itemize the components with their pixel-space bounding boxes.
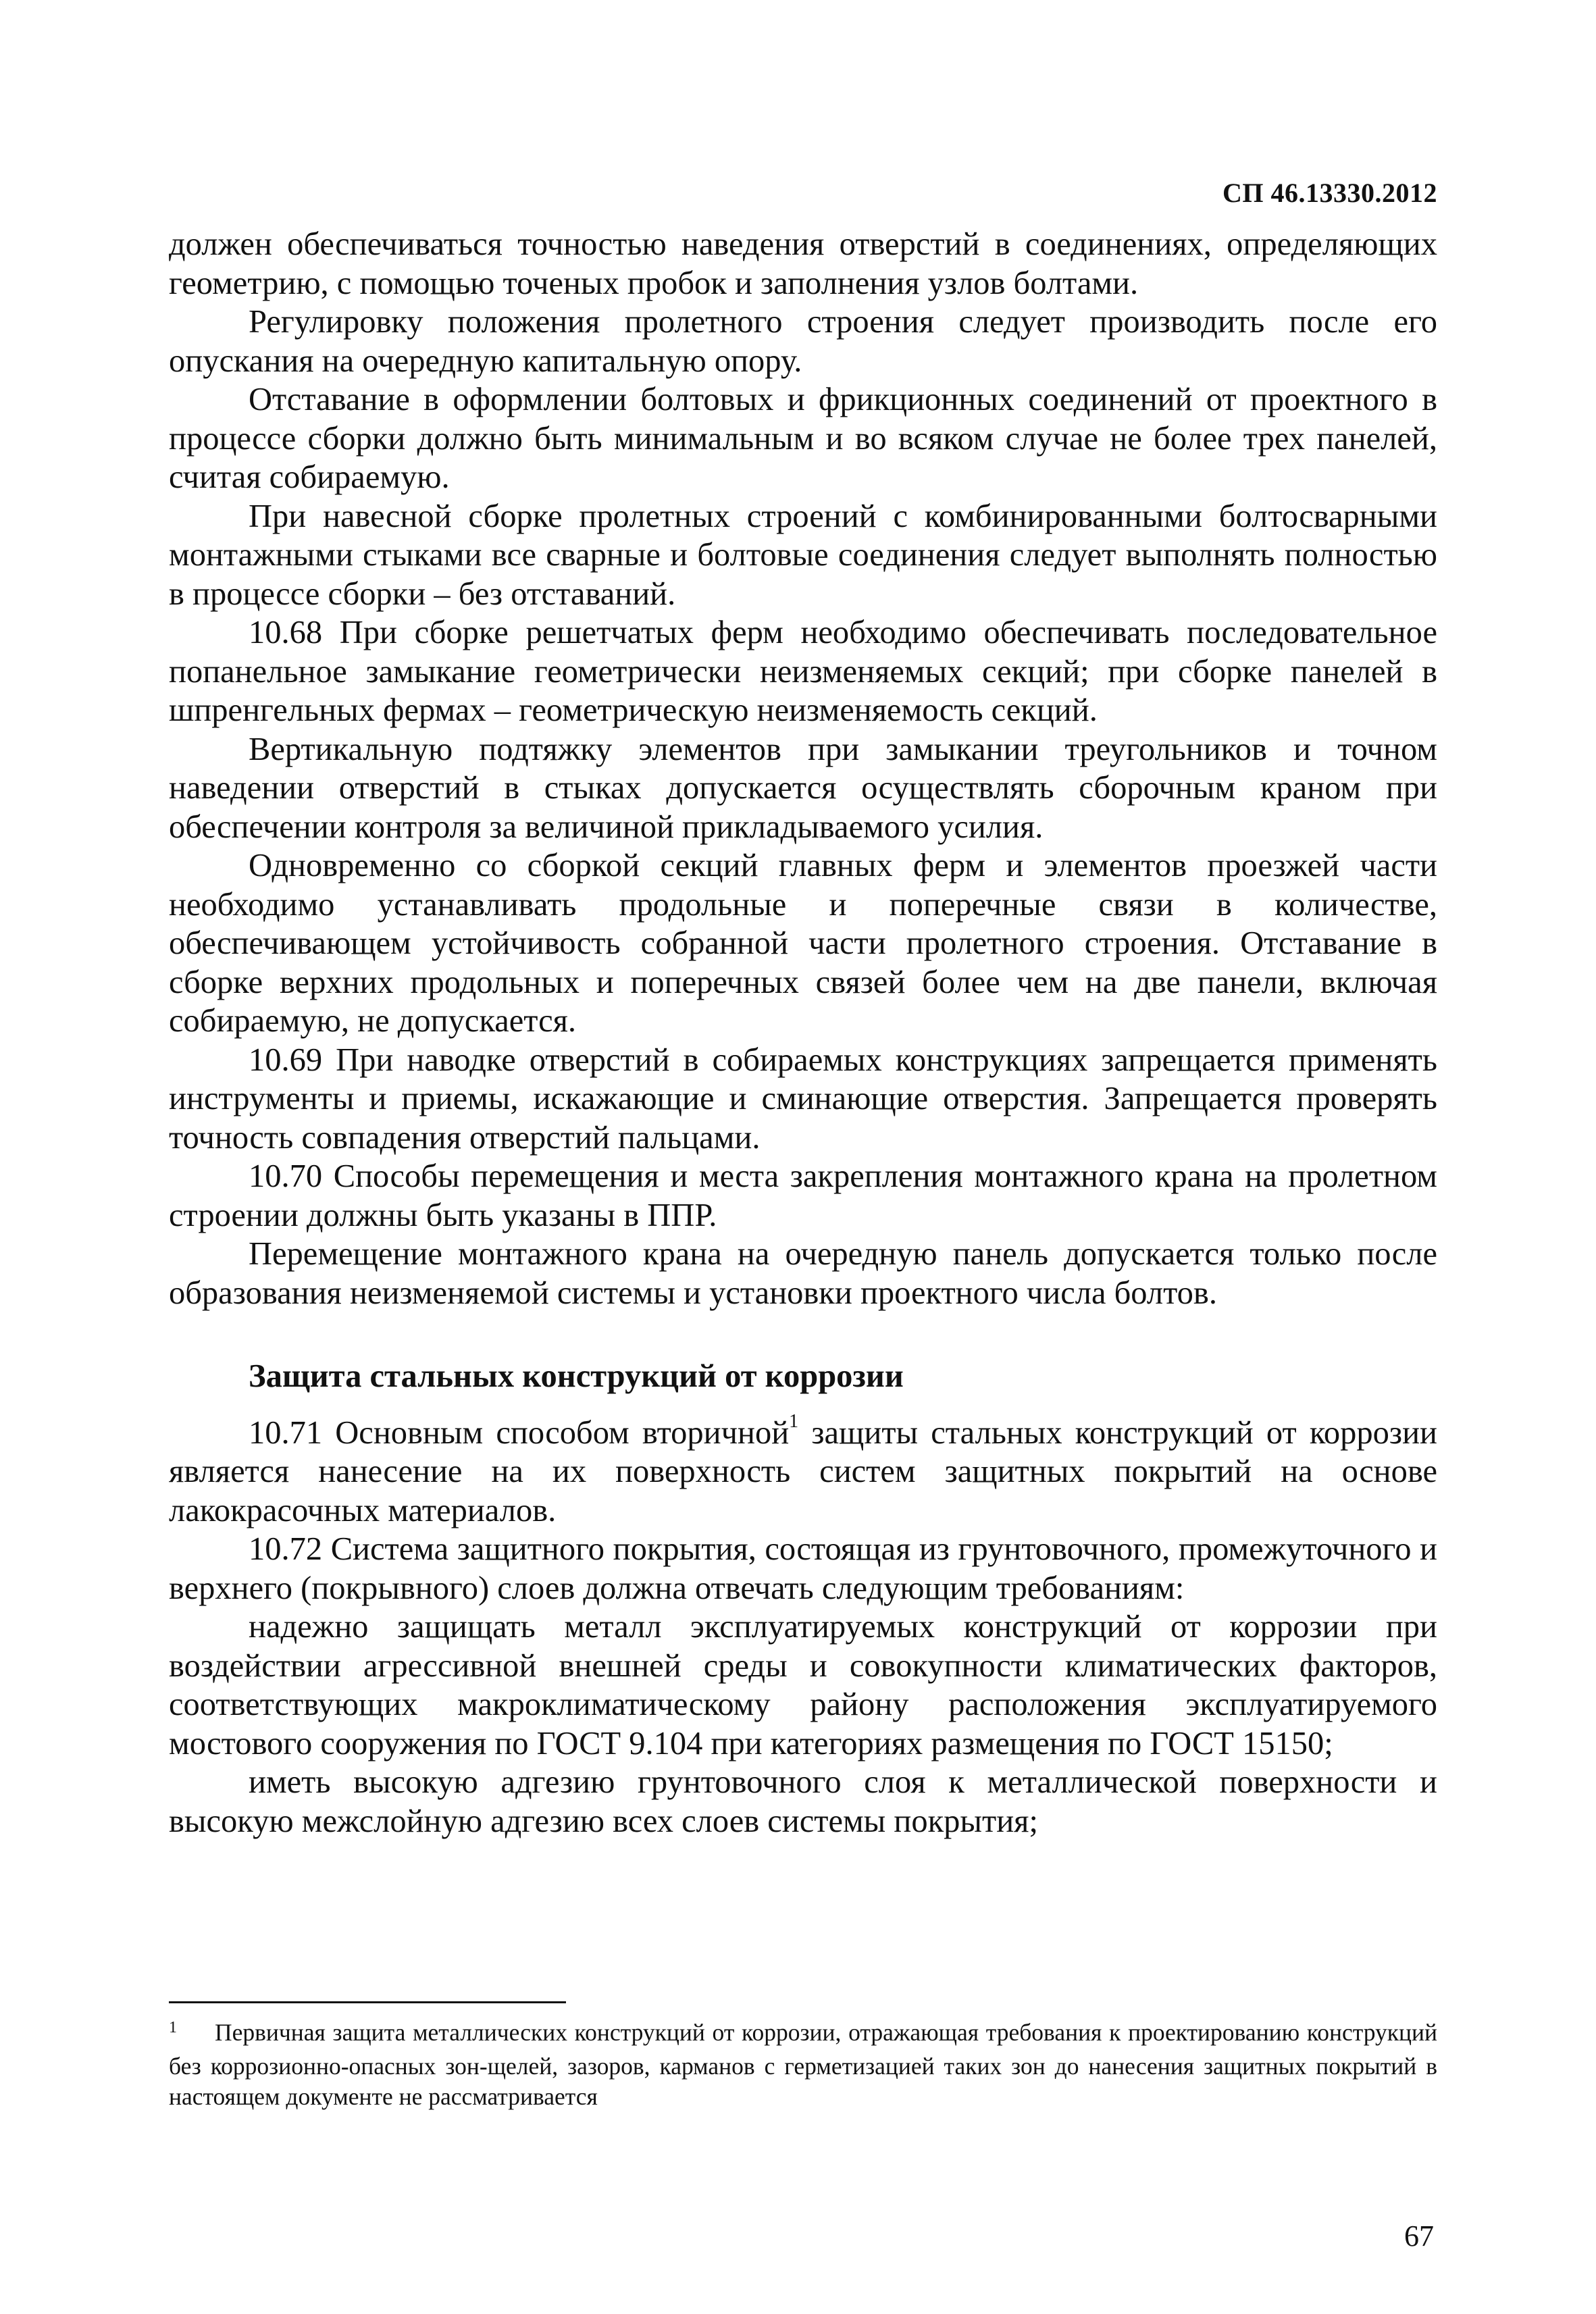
footnote-reference: 1 — [789, 1411, 799, 1433]
page-number: 67 — [1404, 2219, 1434, 2253]
clause-10-68: 10.68 При сборке решетчатых ферм необходимо обеспечивать последовательное попанельное замыкание геометрически неизменяемых секций; при сборке панелей в шпренгельных фермах – геометрическую неизменяемость секций. — [169, 615, 1437, 728]
clause-10-71-end: защиты стальных конструкций от коррозии является нанесение на их поверхность систем защитных покрытий на основе лакокрасочных материалов. — [169, 1414, 1438, 1528]
paragraph-continued: должен обеспечиваться точностью наведения отверстий в соединениях, определяющих геометрию, с помощью точеных пробок и заполнения узлов болтами. — [169, 226, 1437, 301]
footnote-separator — [169, 2001, 566, 2003]
clause-10-72: 10.72 Система защитного покрытия, состоящая из грунтовочного, промежуточного и верхнего (покрывного) слоев должна отвечать следующим требованиям: — [169, 1531, 1437, 1606]
paragraph: Вертикальную подтяжку элементов при замыкании треугольников и точном наведении отверстий в стыках допускается осуществлять сборочным краном при обеспечении контроля за величиной прикладываемого усилия. — [169, 731, 1437, 845]
clause-10-70: 10.70 Способы перемещения и места закрепления монтажного крана на пролетном строении должны быть указаны в ППР. — [169, 1158, 1437, 1233]
paragraph: При навесной сборке пролетных строений с комбинированными болтосварными монтажными стыками все сварные и болтовые соединения следует выполнять полностью в процессе сборки – без отставаний. — [169, 498, 1437, 612]
body-text — [169, 225, 1437, 1841]
footnote-mark: 1 — [169, 2019, 177, 2036]
section-heading: Защита стальных конструкций от коррозии — [249, 1358, 904, 1394]
clause-10-69: 10.69 При наводке отверстий в собираемых конструкциях запрещается применять инструменты и приемы, искажающие и сминающие отверстия. Запрещается проверять точность совпадения отверстий пальцами. — [169, 1042, 1437, 1156]
footnote — [169, 2017, 1437, 2112]
requirement-item: надежно защищать металл эксплуатируемых конструкций от коррозии при воздействии агрессивной внешней среды и совокупности климатических факторов, соответствующих макроклиматическому району расположения эксплуатируемого мостового сооружения по ГОСТ 9.104 при категориях размещения по ГОСТ 15150; — [169, 1609, 1437, 1762]
document-code-header: СП 46.13330.2012 — [1222, 178, 1437, 208]
footnote-text: Первичная защита металлических конструкций от коррозии, отражающая требования к проектированию конструкций без коррозионно-опасных зон-щелей, зазоров, карманов с герметизацией таких зон до нанесения защитных покрытий в настоящем документе не рассматривается — [169, 2019, 1437, 2110]
clause-10-71-start: 10.71 Основным способом вторичной — [249, 1414, 790, 1451]
clause-10-71 — [169, 1411, 1438, 1531]
paragraph: Перемещение монтажного крана на очередную панель допускается только после образования неизменяемой системы и установки проектного числа болтов. — [169, 1236, 1437, 1311]
requirement-item: иметь высокую адгезию грунтовочного слоя к металлической поверхности и высокую межслойную адгезию всех слоев системы покрытия; — [169, 1764, 1437, 1839]
paragraph: Отставание в оформлении болтовых и фрикционных соединений от проектного в процессе сборки должно быть минимальным и во всяком случае не более трех панелей, считая собираемую. — [169, 382, 1437, 495]
paragraph: Одновременно со сборкой секций главных ферм и элементов проезжей части необходимо устанавливать продольные и поперечные связи в количестве, обеспечивающем устойчивость собранной части пролетного строения. Отставание в сборке верхних продольных и поперечных связей более чем на две панели, включая собираемую, не допускается. — [169, 848, 1437, 1039]
paragraph: Регулировку положения пролетного строения следует производить после его опускания на очередную капитальную опору. — [169, 304, 1437, 379]
